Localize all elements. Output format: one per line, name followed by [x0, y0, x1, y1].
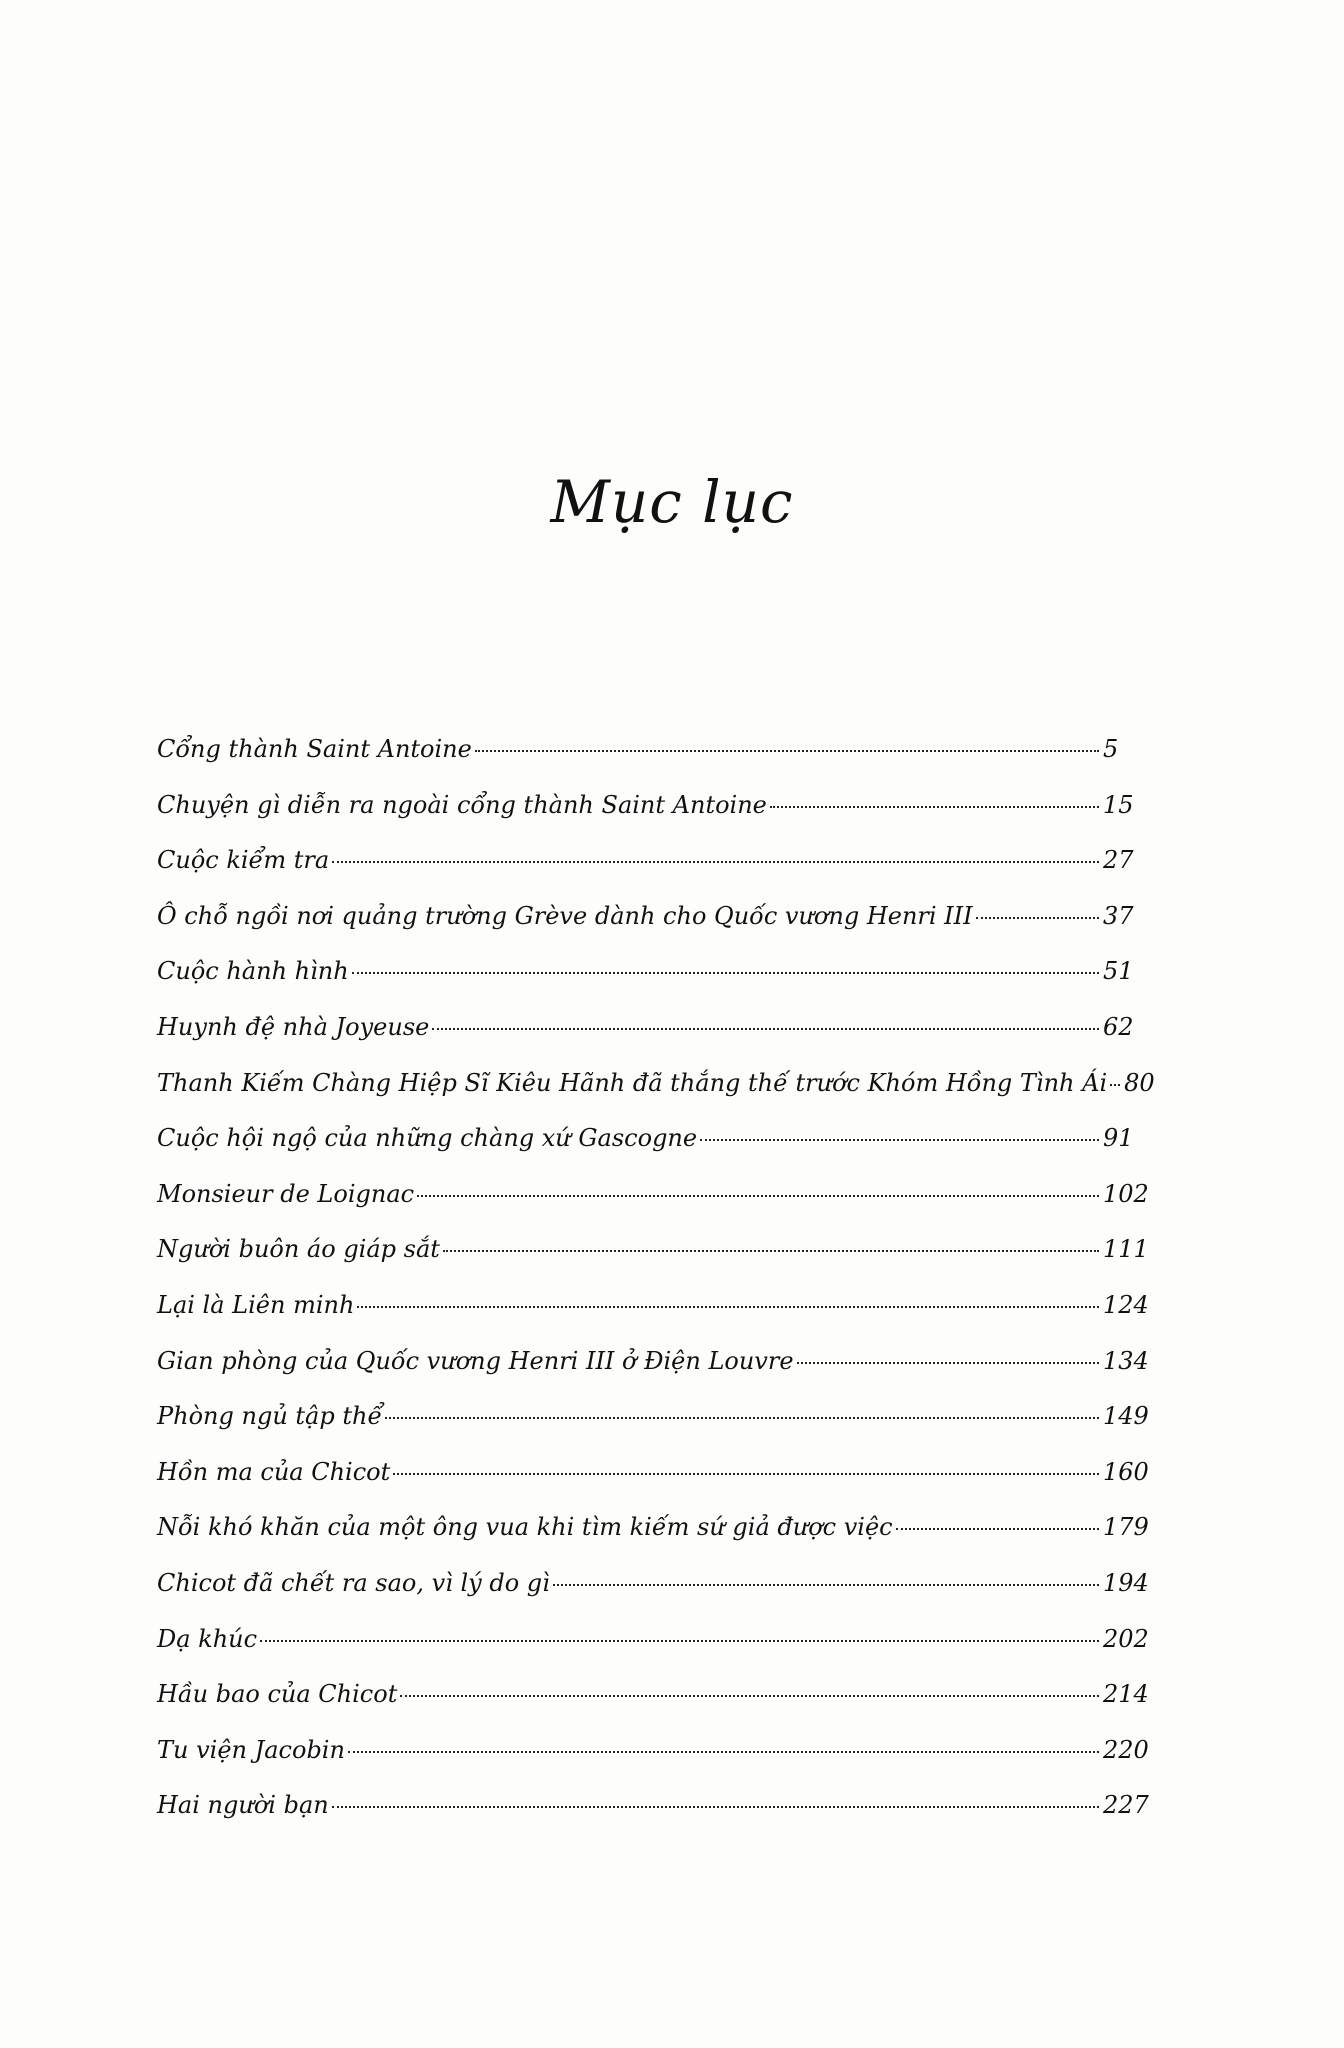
toc-entry — [157, 722, 1153, 778]
dot-leader — [896, 1528, 1099, 1530]
toc-entry — [157, 1111, 1153, 1167]
table-of-contents — [157, 722, 1153, 1834]
toc-entry — [157, 1278, 1153, 1334]
toc-entry-label: Phòng ngủ tập thể — [157, 1402, 383, 1431]
toc-entry — [157, 1778, 1153, 1834]
toc-entry-page: 91 — [1103, 1124, 1134, 1153]
toc-entry-page: 149 — [1103, 1402, 1149, 1431]
toc-entry — [157, 944, 1153, 1000]
toc-entry — [157, 1612, 1153, 1668]
toc-entry-page: 5 — [1103, 735, 1119, 763]
toc-entry-page: 124 — [1103, 1290, 1149, 1319]
toc-entry-page: 62 — [1103, 1012, 1134, 1041]
dot-leader — [432, 1028, 1099, 1030]
dot-leader — [1110, 1084, 1120, 1086]
toc-entry-label: Ô chỗ ngồi nơi quảng trường Grève dành cho Quốc vương Henri III — [157, 901, 973, 930]
toc-entry — [157, 1334, 1153, 1390]
dot-leader — [385, 1417, 1099, 1419]
toc-entry — [157, 1056, 1153, 1112]
toc-entry-page: 160 — [1103, 1457, 1149, 1486]
toc-entry — [157, 1389, 1153, 1445]
toc-entry-page: 80 — [1124, 1068, 1155, 1097]
toc-entry-page: 111 — [1103, 1235, 1149, 1264]
toc-entry-label: Cuộc hội ngộ của những chàng xứ Gascogne — [157, 1124, 698, 1153]
dot-leader — [352, 972, 1099, 974]
toc-entry-label: Hồn ma của Chicot — [157, 1457, 391, 1486]
toc-entry-label: Hai người bạn — [157, 1791, 329, 1820]
toc-entry-page: 102 — [1103, 1179, 1149, 1208]
toc-entry-page: 220 — [1103, 1735, 1149, 1764]
page-title: Mục lục — [550, 468, 794, 536]
toc-entry — [157, 1222, 1153, 1278]
dot-leader — [553, 1584, 1099, 1586]
dot-leader — [260, 1640, 1099, 1642]
dot-leader — [700, 1139, 1099, 1141]
toc-entry-label: Hầu bao của Chicot — [157, 1680, 398, 1709]
toc-entry — [157, 1556, 1153, 1612]
dot-leader — [332, 861, 1099, 863]
toc-entry-page: 134 — [1103, 1346, 1149, 1375]
toc-entry-page: 179 — [1103, 1513, 1149, 1542]
toc-entry — [157, 1167, 1153, 1223]
toc-entry-page: 51 — [1103, 957, 1134, 986]
toc-entry-label: Cuộc kiểm tra — [157, 846, 330, 875]
toc-entry-label: Thanh Kiếm Chàng Hiệp Sĩ Kiêu Hãnh đã thắng thế trước Khóm Hồng Tình Ái — [157, 1068, 1108, 1097]
dot-leader — [400, 1695, 1099, 1697]
toc-entry-label: Người buôn áo giáp sắt — [157, 1235, 440, 1264]
dot-leader — [443, 1250, 1099, 1252]
toc-entry-label: Chuyện gì diễn ra ngoài cổng thành Saint Antoine — [157, 790, 767, 819]
toc-entry-label: Cổng thành Saint Antoine — [157, 735, 472, 763]
toc-entry — [157, 1445, 1153, 1501]
toc-entry-label: Tu viện Jacobin — [157, 1735, 345, 1764]
dot-leader — [770, 806, 1099, 808]
toc-entry — [157, 833, 1153, 889]
toc-entry-label: Nỗi khó khăn của một ông vua khi tìm kiếm sứ giả được việc — [157, 1513, 893, 1542]
toc-entry-label: Lại là Liên minh — [157, 1290, 355, 1319]
toc-entry — [157, 778, 1153, 834]
toc-entry-page: 194 — [1103, 1568, 1149, 1597]
toc-entry-label: Dạ khúc — [157, 1624, 258, 1653]
toc-entry-page: 37 — [1103, 901, 1134, 930]
toc-entry — [157, 1667, 1153, 1723]
dot-leader — [332, 1806, 1099, 1808]
dot-leader — [475, 750, 1099, 752]
toc-entry-label: Huynh đệ nhà Joyeuse — [157, 1012, 430, 1041]
dot-leader — [357, 1306, 1099, 1308]
toc-entry-label: Gian phòng của Quốc vương Henri III ở Điện Louvre — [157, 1346, 794, 1375]
toc-entry-page: 27 — [1103, 846, 1134, 875]
toc-entry — [157, 1723, 1153, 1779]
dot-leader — [417, 1195, 1099, 1197]
toc-entry-page: 202 — [1103, 1624, 1149, 1653]
dot-leader — [348, 1751, 1099, 1753]
toc-entry-page: 214 — [1103, 1680, 1149, 1709]
toc-entry — [157, 1000, 1153, 1056]
toc-entry-page: 227 — [1103, 1791, 1149, 1820]
toc-entry-label: Chicot đã chết ra sao, vì lý do gì — [157, 1568, 550, 1597]
toc-entry-label: Cuộc hành hình — [157, 957, 349, 986]
dot-leader — [976, 917, 1099, 919]
dot-leader — [393, 1473, 1099, 1475]
toc-entry-label: Monsieur de Loignac — [157, 1179, 415, 1208]
dot-leader — [797, 1362, 1099, 1364]
toc-entry — [157, 1500, 1153, 1556]
toc-entry-page: 15 — [1103, 790, 1134, 819]
toc-entry — [157, 889, 1153, 945]
